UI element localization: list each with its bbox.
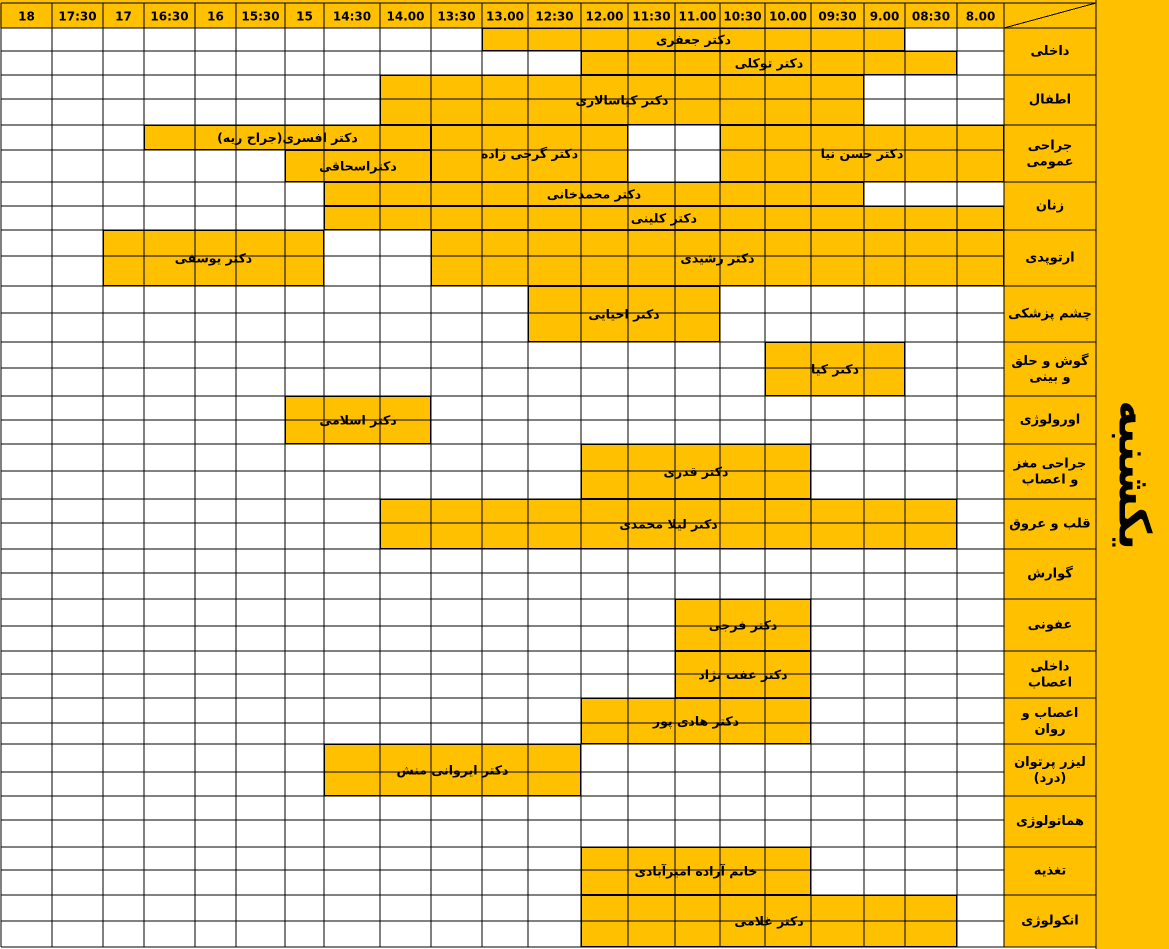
- time-header: 11:30: [632, 9, 671, 24]
- time-header: 18: [18, 9, 35, 24]
- doctor-name: دکتر کیاسالاری: [575, 92, 669, 108]
- doctor-name: دکتراسحاقی: [319, 158, 397, 174]
- doctor-name: دکتر رشیدی: [680, 250, 755, 266]
- doctor-name: دکتر قدری: [663, 464, 729, 479]
- time-header: 13:30: [437, 9, 476, 24]
- department-name: لیزر پرتوان (درد): [1014, 754, 1086, 786]
- doctor-name: دکتر محمدخانی: [546, 186, 642, 202]
- time-header: 16: [207, 9, 224, 24]
- department-name: چشم پزشکی: [1008, 306, 1092, 322]
- time-header: 15:30: [241, 9, 280, 24]
- time-header: 14.00: [386, 9, 425, 24]
- doctor-name: دکتر لیلا محمدی: [619, 516, 718, 532]
- doctor-name: دکتر جعفری: [655, 32, 732, 47]
- department-name: اورولوژی: [1019, 412, 1081, 428]
- department-name: جراحی عمومی: [1026, 138, 1074, 169]
- doctor-name: دکتر عفت نژاد: [698, 667, 788, 682]
- day-label: یکشنبه: [1108, 400, 1160, 550]
- time-header: 13.00: [486, 9, 524, 24]
- department-name: انکولوژی: [1021, 913, 1079, 929]
- doctor-name: دکتر افسری(جراح ریه): [217, 130, 358, 145]
- department-name: ارتوپدی: [1025, 250, 1075, 266]
- department-name: قلب و عروق: [1009, 516, 1091, 532]
- doctor-name: دکتر توکلی: [734, 55, 804, 71]
- doctor-name: دکتر کیا: [811, 361, 859, 377]
- doctor-name: دکتر غلامی: [734, 913, 804, 929]
- department-name: داخلی: [1030, 44, 1070, 59]
- time-header: 11.00: [678, 9, 717, 24]
- department-name: جراحی مغز و اعصاب: [1013, 456, 1087, 487]
- doctor-name: خانم آزاده امیرآبادی: [634, 863, 758, 879]
- doctor-name: دکتر هادی پور: [652, 713, 740, 729]
- time-header: 17:30: [58, 9, 97, 24]
- department-name: هماتولوژی: [1015, 814, 1085, 829]
- department-name: گوش و حلق و بینی: [1011, 353, 1089, 385]
- time-header: 10:30: [723, 9, 762, 24]
- time-header: 14:30: [332, 9, 372, 24]
- doctor-name: دکتر یوسفی: [174, 250, 253, 266]
- time-header: 12.00: [585, 9, 624, 24]
- time-header: 8.00: [965, 9, 996, 24]
- time-header: 12:30: [535, 9, 574, 24]
- time-header: 16:30: [150, 9, 189, 24]
- time-header: 9.00: [869, 9, 900, 24]
- doctor-name: دکتر احیایی: [588, 306, 660, 322]
- time-header: 17: [115, 9, 132, 24]
- doctor-name: دکتر کلینی: [630, 210, 698, 226]
- time-header: 09:30: [818, 9, 857, 24]
- department-name: زنان: [1035, 198, 1065, 214]
- time-header: 10.00: [769, 9, 807, 24]
- department-name: داخلی اعصاب: [1027, 659, 1073, 690]
- department-name: گوارش: [1027, 566, 1073, 582]
- department-name: عفونی: [1027, 617, 1073, 633]
- time-header: 15: [296, 9, 313, 24]
- department-name: اعصاب و روان: [1021, 705, 1079, 737]
- doctor-name: دکتر فرجی: [708, 617, 778, 633]
- doctor-name: دکتر اسلامی: [319, 412, 397, 428]
- doctor-name: دکتر گرجی زاده: [480, 146, 579, 161]
- doctor-name: دکتر ایروانی منش: [396, 762, 509, 778]
- time-header: 08:30: [911, 9, 951, 24]
- department-name: تغذیه: [1033, 863, 1067, 879]
- doctor-name: دکتر حسن نیا: [820, 146, 904, 161]
- department-name: اطفال: [1028, 92, 1072, 108]
